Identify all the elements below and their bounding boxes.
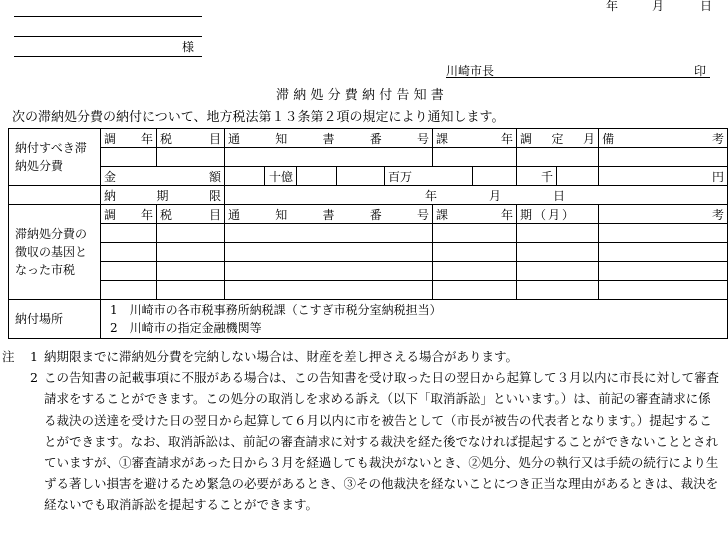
amount-label: 金 額 xyxy=(104,169,221,184)
note-item-1 xyxy=(0,346,728,367)
document-title: 滞納処分費納付告知書 xyxy=(276,88,449,103)
section2-data-row xyxy=(9,243,728,262)
addressee-line-1 xyxy=(14,16,202,17)
notes-section xyxy=(0,346,728,516)
col2-header-ko: 考 xyxy=(599,205,728,224)
amount-digit-2[interactable]: 十億 xyxy=(265,167,297,186)
payment-place-content xyxy=(101,300,728,339)
col-header-biko: 備 考 xyxy=(602,131,725,146)
col2-header-chonen: 調 年 xyxy=(104,207,153,222)
amount-digit-4[interactable] xyxy=(337,167,385,186)
cell-tsuchisho-bango[interactable] xyxy=(225,148,433,167)
amount-digit-3[interactable] xyxy=(297,167,337,186)
col-header-kanen: 課 年 xyxy=(436,131,514,146)
section2-data-row xyxy=(9,262,728,281)
col-header-tsuchisho-bango: 通 知 書 番 号 xyxy=(228,131,430,146)
section1-header-row xyxy=(9,129,728,148)
date-month-label: 月 xyxy=(652,0,665,13)
payment-place-row xyxy=(9,300,728,339)
note-number: 2 xyxy=(30,370,38,386)
notice-form-table xyxy=(8,128,728,339)
deadline-year: 年 xyxy=(425,188,438,203)
amount-digit-9[interactable]: 円 xyxy=(599,167,728,186)
col-header-chotei-tsuki: 調 定 月 xyxy=(520,131,596,146)
deadline-value[interactable] xyxy=(225,186,728,205)
amount-digit-8[interactable] xyxy=(557,167,599,186)
cell-chotei-tsuki[interactable] xyxy=(517,148,599,167)
section1-data-row xyxy=(9,148,728,167)
date-year-label: 年 xyxy=(606,0,619,13)
issuer-underline xyxy=(446,77,710,78)
addressee-line-3 xyxy=(14,56,202,57)
deadline-month: 月 xyxy=(489,188,502,203)
col2-header-ki-tsuki: 期（月） xyxy=(517,205,599,224)
deadline-day: 日 xyxy=(553,188,566,203)
amount-digit-1[interactable] xyxy=(225,167,265,186)
seal-mark: 印 xyxy=(694,64,707,78)
col-header-zeimoku: 税 目 xyxy=(160,131,221,146)
note-item-2 xyxy=(0,367,728,515)
section2-header-row xyxy=(9,205,728,224)
section2-data-row xyxy=(9,224,728,243)
amount-digit-5[interactable]: 百万 xyxy=(385,167,473,186)
deadline-row xyxy=(9,186,728,205)
addressee-line-2 xyxy=(14,36,202,37)
note-text: この告知書の記載事項に不服がある場合は、この告知書を受け取った日の翌日から起算して３月以内に市長に対して審査請求をすることができます。この処分の取消しを求める訴え（以下「取消訴訟」といいます。）は、前記の審査請求に係る裁決の送達を受けた日の翌日から起算して６月以内に市を被告として（市長が被告の代表者となります。）提起することができます。なお、取消訴訟は、前記の審査請求に対する裁決を経た後でなければ提起することができないこととされていますが、①審査請求があった日から３月を経過しても裁決がないとき、②処分、処分の執行又は手続の続行により生ずる著しい損害を避けるため緊急の必要があるとき、③その他裁決を経ないことにつき正当な理由があるときは、裁決を経ないでも取消訴訟を提起することができます。 xyxy=(44,370,720,513)
col2-header-tsuchisho-bango: 通 知 書 番 号 xyxy=(228,207,430,222)
intro-text: 次の滞納処分費の納付について、地方税法第１３条第２項の規定により通知します。 xyxy=(12,110,505,125)
section1-label: 納付すべき滞納処分費 xyxy=(9,129,101,186)
amount-digit-7[interactable]: 千 xyxy=(517,167,557,186)
date-day-label: 日 xyxy=(700,0,713,13)
section2-data-row xyxy=(9,281,728,300)
notes-label: 注 xyxy=(2,349,15,364)
col2-header-zeimoku: 税 目 xyxy=(160,207,221,222)
cell-chonen[interactable] xyxy=(101,148,157,167)
deadline-label: 納 期 限 xyxy=(104,188,221,203)
payment-place-label: 納付場所 xyxy=(9,300,101,339)
amount-row xyxy=(9,167,728,186)
section2-label: 滞納処分費の徴収の基因となった市税 xyxy=(9,205,101,300)
amount-digit-6[interactable] xyxy=(473,167,517,186)
payment-place-line-1: 1 川崎市の各市税事務所納税課（こすぎ市税分室納税担当） xyxy=(110,303,442,317)
cell-biko[interactable] xyxy=(599,148,728,167)
cell-kanen[interactable] xyxy=(433,148,517,167)
cell-zeimoku[interactable] xyxy=(157,148,225,167)
payment-place-line-2: 2 川崎市の指定金融機関等 xyxy=(110,321,262,335)
note-number: 1 xyxy=(30,349,38,364)
col2-header-kanen: 課 年 xyxy=(436,207,514,222)
honorific-sama: 様 xyxy=(182,40,195,54)
issuer-name: 川崎市長 xyxy=(446,64,495,78)
col-header-chonen: 調 年 xyxy=(104,131,153,146)
note-text: 納期限までに滞納処分費を完納しない場合は、財産を差し押さえる場合があります。 xyxy=(44,349,519,364)
